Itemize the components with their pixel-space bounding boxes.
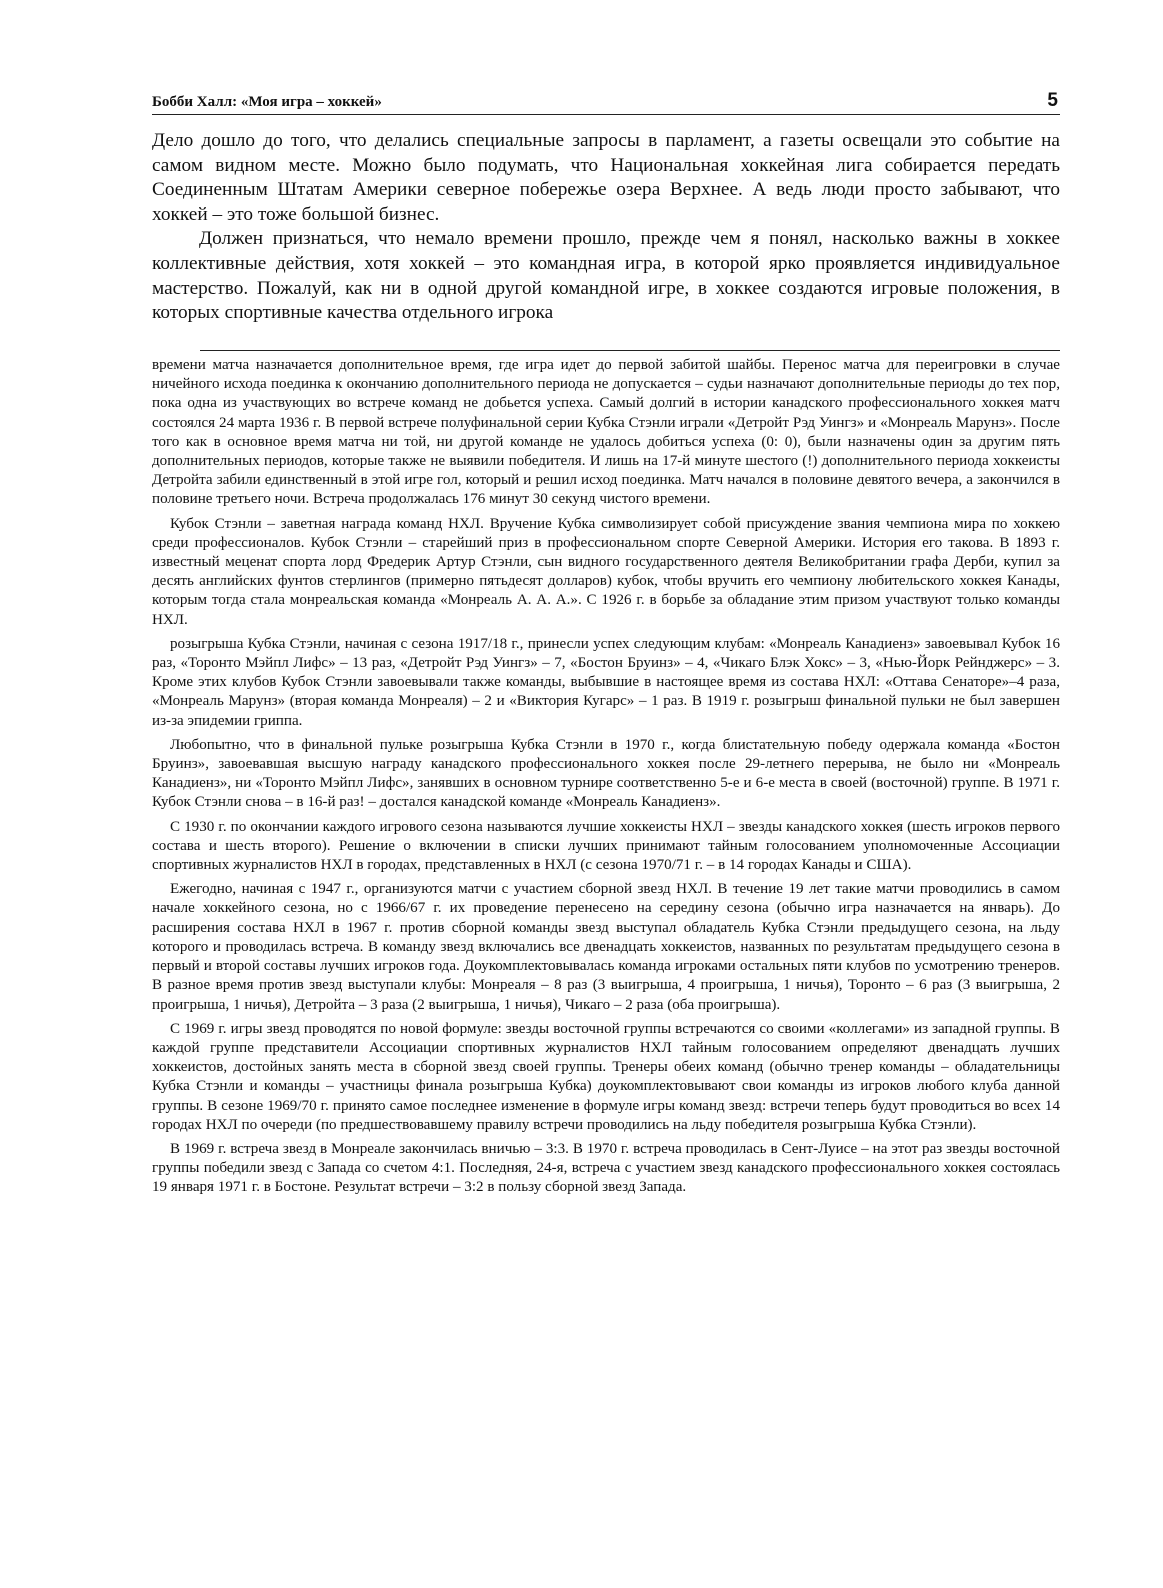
footnote-paragraph: В 1969 г. встреча звезд в Монреале закончилась вничью – 3:3. В 1970 г. встреча проводилась в Сент-Луисе – на этот раз звезды восточной группы победили звезд с Запада со счетом 4:1. Последняя, 24-я, встреча с участием звезд канадского профессионального хоккея состоялась 19 января 1971 г. в Бостоне. Результат встречи – 3:2 в пользу сборной звезд Запада.: [152, 1140, 1060, 1196]
footnote-paragraph: С 1969 г. игры звезд проводятся по новой формуле: звезды восточной группы встречаются со своими «коллегами» из западной группы. В каждой группе представители Ассоциации спортивных журналистов НХЛ тайным голосованием определяют двенадцать лучших хоккеистов, достойных занять места в сборной звезд своей группы. Тренеры обеих команд (обычно тренер команды – обладательницы Кубка Стэнли и команды – участницы финала розыгрыша Кубка) доукомплектовывают свои команды из игроков любого клуба данной группы. В сезоне 1969/70 г. принято самое последнее изменение в формуле игры команд звезд: встречи теперь будут проводиться во всех 14 городах НХЛ по очереди (по предшествовавшему правилу встречи проводились на льду победителя розыгрыша Кубка Стэнли).: [152, 1020, 1060, 1133]
footnote-paragraph: Ежегодно, начиная с 1947 г., организуются матчи с участием сборной звезд НХЛ. В течение 19 лет такие матчи проводились в самом начале хоккейного сезона, но с 1966/67 г. их проведение перенесено на середину сезона (обычно игра назначается на январь). До расширения состава НХЛ в 1967 г. против сборной команды звезд выступал обладатель Кубка Стэнли предыдущего сезона, на льду которого и проводилась встреча. В команду звезд включались все двенадцать хоккеистов, названных по результатам предыдущего сезона в первый и второй составы лучших игроков года. Доукомплектовывалась команда игроками остальных пяти клубов по усмотрению тренеров. В разное время против звезд выступали клубы: Монреаля – 8 раз (3 выигрыша, 4 проигрыша, 1 ничья), Торонто – 6 раз (3 выигрыша, 2 проигрыша, 1 ничья), Детройта – 3 раза (2 выигрыша, 1 ничья), Чикаго – 2 раза (оба проигрыша).: [152, 881, 1060, 1013]
main-text: [152, 129, 1060, 326]
footnote-paragraph: С 1930 г. по окончании каждого игрового сезона называются лучшие хоккеисты НХЛ – звезды канадского хоккея (шесть игроков первого состава и шесть второго). Решение о включении в списки лучших принимают тайным голосованием уполномоченные Ассоциации спортивных журналистов НХЛ в городах, представленных в НХЛ (с сезона 1970/71 г. – в 14 городах Канады и США).: [152, 818, 1060, 874]
page-number: 5: [1047, 90, 1058, 111]
header-rule: [152, 114, 1060, 115]
page-header: [152, 90, 1060, 114]
running-title: Бобби Халл: «Моя игра – хоккей»: [152, 94, 382, 110]
footnote-separator: [200, 350, 1060, 351]
footnote-paragraph: розыгрыша Кубка Стэнли, начиная с сезона 1917/18 г., принесли успех следующим клубам: «Монреаль Канадиенз» завоевывал Кубок 16 раз, «Торонто Мэйпл Лифс» – 13 раз, «Детройт Рэд Уингз» – 7, «Бостон Бруинз» – 4, «Чикаго Блэк Хокс» – 3, «Нью-Йорк Рейнджерс» – 3. Кроме этих клубов Кубок Стэнли завоевывали также команды, выбывшие в настоящее время из состава НХЛ: «Оттава Сенаторе»–4 раза, «Монреаль Марунз» (вторая команда Монреаля) – 2 и «Виктория Кугарс» – 1 раз. В 1919 г. розыгрыш финальной пульки не был завершен из-за эпидемии гриппа.: [152, 635, 1060, 729]
footnote-paragraph: Любопытно, что в финальной пульке розыгрыша Кубка Стэнли в 1970 г., когда блистательную победу одержала команда «Бостон Бруинз», завоевавшая высшую награду канадского профессионального хоккея после 29-летнего перерыва, не было ни «Монреаль Канадиенз», ни «Торонто Мэйпл Лифс», занявших в основном турнире соответственно 5-е и 6-е места в своей (восточной) группе. В 1971 г. Кубок Стэнли снова – в 16-й раз! – достался канадской команде «Монреаль Канадиенз».: [152, 736, 1060, 811]
main-paragraph: Дело дошло до того, что делались специальные запросы в парламент, а газеты освещали это событие на самом видном месте. Можно было подумать, что Национальная хоккейная лига собирается передать Соединенным Штатам Америки северное побережье озера Верхнее. А ведь люди просто забывают, что хоккей – это тоже большой бизнес.: [152, 130, 1060, 225]
footnote-paragraph: Кубок Стэнли – заветная награда команд НХЛ. Вручение Кубка символизирует собой присуждение звания чемпиона мира по хоккею среди профессионалов. Кубок Стэнли – старейший приз в профессиональном спорте Северной Америки. История его такова. В 1893 г. известный меценат спорта лорд Фредерик Артур Стэнли, сын видного государственного деятеля Великобритании графа Дерби, купил за десять английских фунтов стерлингов (примерно пятьдесят долларов) кубок, чтобы вручить его чемпиону любительского хоккея Канады, которым тогда стала монреальская команда «Монреаль А. А. А.». С 1926 г. в борьбе за обладание этим призом участвуют только команды НХЛ.: [152, 515, 1060, 628]
footnotes: [152, 356, 1060, 1203]
main-paragraph: Должен признаться, что немало времени прошло, прежде чем я понял, насколько важны в хоккее коллективные действия, хотя хоккей – это командная игра, в которой ярко проявляется индивидуальное мастерство. Пожалуй, как ни в одной другой командной игре, в хоккее создаются игровые положения, в которых спортивные качества отдельного игрока: [152, 228, 1060, 324]
footnote-paragraph: времени матча назначается дополнительное время, где игра идет до первой забитой шайбы. Перенос матча для переигровки в случае ничейного исхода поединка к окончанию дополнительного периода не допускается – судьи назначают дополнительные периоды до тех пор, пока одна из участвующих во встрече команд не добьется успеха. Самый долгий в истории канадского профессионального хоккея матч состоялся 24 марта 1936 г. В первой встрече полуфинальной серии Кубка Стэнли играли «Детройт Рэд Уингз» и «Монреаль Марунз». После того как в основное время матча ни той, ни другой команде не удалось добиться успеха (0: 0), были назначены один за другим пять дополнительных периодов, которые также не выявили победителя. И лишь на 17-й минуте шестого (!) дополнительного периода хоккеисты Детройта забили единственный в этой игре гол, который и решил исход поединка. Матч начался в половине девятого вечера, а закончился в половине третьего ночи. Встреча продолжалась 176 минут 30 секунд чистого времени.: [152, 357, 1060, 508]
